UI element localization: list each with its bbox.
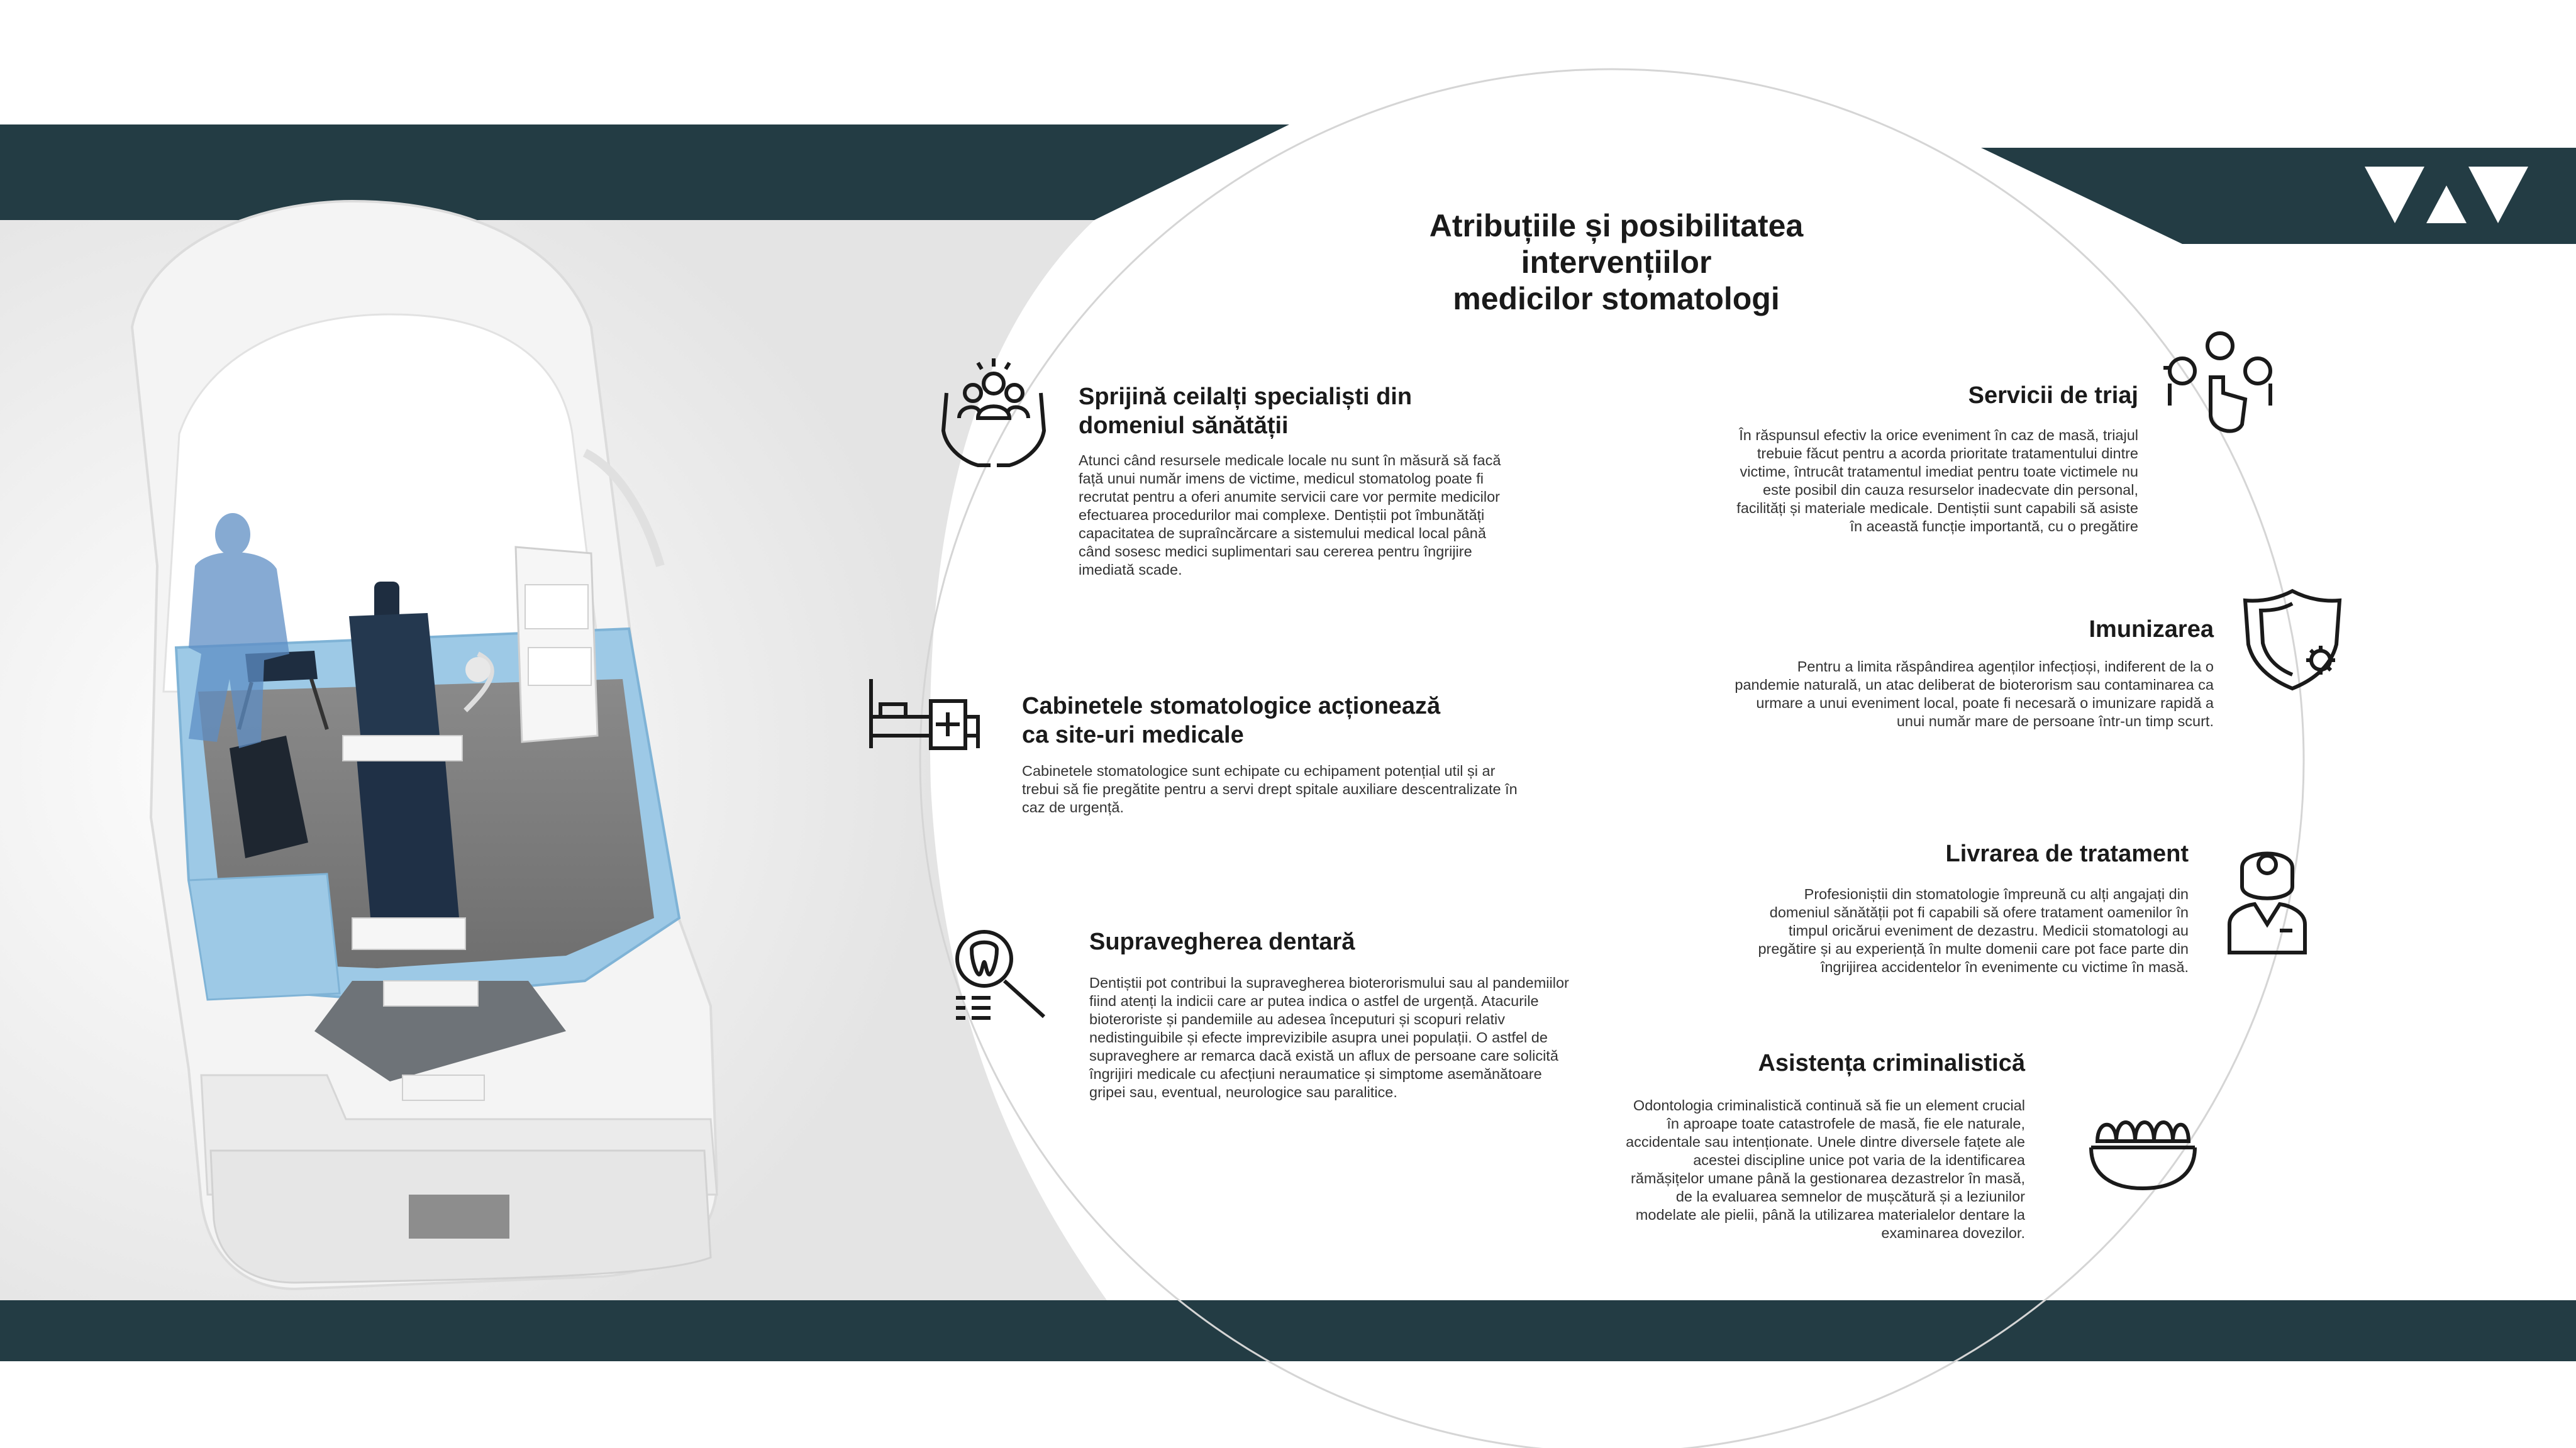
treatment-title: Livrarea de tratament — [1945, 841, 2189, 867]
teeth-model-icon — [2088, 1113, 2198, 1191]
triage-select-icon — [2160, 330, 2280, 446]
support-title: Sprijină ceilalți specialiști din domeniul sănătății — [1079, 384, 1413, 439]
treatment-body: Profesioniștii din stomatologie împreună cu alți angajați din domeniul sănătății pot fi capabili să ofere tratament oamenilor în timpul oricărui eveniment de dezastru. Medicii stomatologi au pregătire și au experiență în multe domenii care pot face parte din îngrijirea accidentelor în evenimente cu victime în masă. — [1758, 886, 2189, 975]
immunization-body: Pentru a limita răspândirea agenților infecțioși, indiferent de la o pandemie naturală, un atac deliberat de bioterorism sau contaminarea ca urmare a unui eveniment local, poate fi necesară o imunizare rapidă a unui număr mare de persoane într-un timp scurt. — [1735, 658, 2214, 729]
tooth-magnifier-icon — [953, 927, 1050, 1022]
forensic-title: Asistența criminalistică — [1758, 1050, 2025, 1076]
surveillance-title: Supravegherea dentară — [1089, 929, 1355, 955]
van-cabinet — [516, 547, 597, 742]
surveillance-body: Dentiștii pot contribui la supravegherea bioterorismului sau al pandemiilor fiind atenți la indicii care ar putea indica o astfel de urgență. Atacurile bioteroriste și pandemiile au adesea începuturi și scopuri relativ nedistinguibile și efecte imprevizibile asupra unei populații. O astfel de supraveghere ar remarca dacă există un aflux de persoane care solicită îngrijiri medicale cu afecțiuni neraumatice și simptome asemănătoare gripei sau, eventual, neurologice sau paralitice. — [1089, 975, 1569, 1100]
team-support-hands-icon — [934, 355, 1053, 472]
hospital-bed-icon — [868, 676, 984, 751]
immunization-title: Imunizarea — [2089, 616, 2214, 643]
triage-title: Servicii de triaj — [1968, 382, 2138, 409]
top-band-left — [0, 124, 1289, 220]
forensic-body: Odontologia criminalistică continuă să fie un element crucial în aproape toate catastrofele de masă, fie ele naturale, accidentale sau intenționate. Unele dintre diversele fațete ale acestei discipline unice pot varia de la identificarea rămășițelor umane până la gestionarea dezastrelor în masă, de la evaluarea semnelor de mușcătură și a leziunilor modelate ale pielii, până la utilizarea materialelor dentare la examinarea dovezilor. — [1626, 1097, 2025, 1241]
cabinets-body: Cabinetele stomatologice sunt echipate cu echipament potențial util și ar trebui să fie pregătite pentru a servi drept spitale auxiliare descentralizate în caz de urgență. — [1022, 763, 1518, 815]
cabinets-title: Cabinetele stomatologice acționează ca site-uri medicale — [1022, 693, 1441, 748]
bottom-band — [0, 1300, 2576, 1361]
support-body: Atunci când resursele medicale locale nu sunt în măsură să facă față unui număr imens de victime, medicul stomatolog poate fi recrutat pentru a oferi anumite servicii care vor permite medicilor efectuarea procedurilor mai complexe. Dentiștii pot îmbunătăți capacitatea de supraîncărcare a sistemului medical local până când sosesc medici suplimentari sau cererea pentru îngrijire imediată scade. — [1079, 452, 1501, 578]
brand-logo-icon — [2365, 163, 2528, 226]
triage-body: În răspunsul efectiv la orice eveniment în caz de masă, triajul trebuie făcut pentru a acorda prioritate tratamentului dintre victime, întrucât tratamentul imediat pentru toate victimele nu este posibil din cauza resurselor inadecvate din personal, facilități și materiale medicale. Dentiștii sunt capabili să asiste în această funcție importantă, cu o pregătire — [1736, 427, 2138, 534]
page-title: Atribuțiile și posibilitatea intervențiilor medicilor stomatologi — [1429, 208, 1804, 316]
doctor-icon — [2226, 843, 2308, 956]
virus-shield-icon — [2239, 588, 2349, 692]
